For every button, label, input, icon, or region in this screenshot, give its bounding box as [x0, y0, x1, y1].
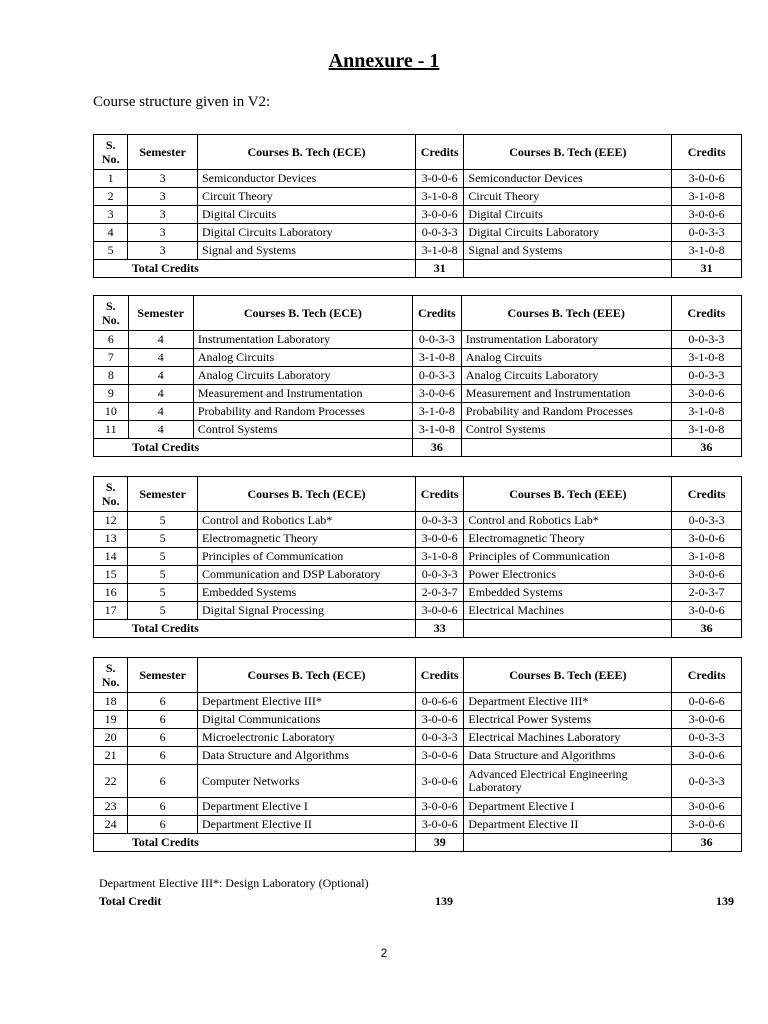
course-eee-cell: Electrical Machines: [464, 602, 672, 620]
header-semester: Semester: [128, 477, 198, 512]
semester-cell: 4: [128, 367, 193, 385]
credits-ece-cell: 3-0-0-6: [415, 798, 463, 816]
semester-cell: 4: [128, 385, 193, 403]
course-ece-cell: Microelectronic Laboratory: [197, 729, 415, 747]
semester-cell: 4: [128, 349, 193, 367]
course-table-1: [93, 134, 742, 278]
course-ece-cell: Data Structure and Algorithms: [197, 747, 415, 765]
grand-total-eee: 139: [716, 894, 734, 908]
semester-cell: 5: [128, 566, 198, 584]
course-eee-cell: Digital Circuits: [464, 206, 672, 224]
table-row: [94, 403, 742, 421]
total-credits-eee: 31: [672, 260, 742, 278]
course-eee-cell: Department Elective III*: [464, 693, 672, 711]
total-blank-eee-cell: [464, 834, 672, 852]
header-semester: Semester: [128, 658, 198, 693]
semester-cell: 5: [128, 530, 198, 548]
credits-ece-cell: 3-0-0-6: [415, 816, 463, 834]
header-courses-eee: Courses B. Tech (EEE): [461, 296, 671, 331]
credits-eee-cell: 3-0-0-6: [672, 602, 742, 620]
header-courses-ece: Courses B. Tech (ECE): [193, 296, 412, 331]
course-ece-cell: Control and Robotics Lab*: [197, 512, 415, 530]
sno-cell: 3: [94, 206, 128, 224]
sno-cell: 5: [94, 242, 128, 260]
credits-ece-cell: 3-1-0-8: [415, 188, 463, 206]
credits-eee-cell: 3-1-0-8: [672, 548, 742, 566]
course-ece-cell: Analog Circuits Laboratory: [193, 367, 412, 385]
header-credits-eee: Credits: [672, 658, 742, 693]
total-credits-row: [94, 439, 742, 457]
credits-eee-cell: 0-0-3-3: [672, 729, 742, 747]
course-ece-cell: Signal and Systems: [197, 242, 415, 260]
course-ece-cell: Embedded Systems: [197, 584, 415, 602]
total-credits-row: [94, 620, 742, 638]
course-eee-cell: Department Elective I: [464, 798, 672, 816]
credits-ece-cell: 0-0-3-3: [415, 566, 463, 584]
credits-ece-cell: 0-0-3-3: [412, 331, 461, 349]
semester-cell: 4: [128, 421, 193, 439]
semester-cell: 5: [128, 584, 198, 602]
course-eee-cell: Control and Robotics Lab*: [464, 512, 672, 530]
course-table-4: [93, 657, 742, 852]
credits-ece-cell: 3-0-0-6: [415, 206, 463, 224]
course-eee-cell: Analog Circuits Laboratory: [461, 367, 671, 385]
header-courses-eee: Courses B. Tech (EEE): [464, 477, 672, 512]
total-blank-eee-cell: [464, 620, 672, 638]
table-row: [94, 188, 742, 206]
credits-eee-cell: 3-0-0-6: [672, 711, 742, 729]
course-ece-cell: Measurement and Instrumentation: [193, 385, 412, 403]
course-eee-cell: Measurement and Instrumentation: [461, 385, 671, 403]
sno-cell: 10: [94, 403, 129, 421]
table-row: [94, 566, 742, 584]
course-table-2: [93, 295, 742, 457]
table-header-row: [94, 477, 742, 512]
credits-ece-cell: 3-0-0-6: [415, 711, 463, 729]
total-credits-eee: 36: [671, 439, 741, 457]
intro-text: Course structure given in V2:: [93, 94, 271, 110]
semester-cell: 6: [128, 816, 198, 834]
header-courses-ece: Courses B. Tech (ECE): [197, 135, 415, 170]
table-row: [94, 548, 742, 566]
total-credits-label: Total Credits: [128, 260, 416, 278]
credits-eee-cell: 3-0-0-6: [672, 798, 742, 816]
total-blank-cell: [94, 620, 128, 638]
total-credits-label: Total Credits: [128, 439, 412, 457]
course-eee-cell: Power Electronics: [464, 566, 672, 584]
semester-cell: 3: [128, 224, 198, 242]
sno-cell: 1: [94, 170, 128, 188]
credits-eee-cell: 0-0-3-3: [671, 331, 741, 349]
sno-cell: 8: [94, 367, 129, 385]
semester-cell: 3: [128, 242, 198, 260]
course-eee-cell: Instrumentation Laboratory: [461, 331, 671, 349]
total-credits-label: Total Credits: [128, 620, 416, 638]
grand-total-ece: 139: [435, 894, 453, 908]
header-sno: S. No.: [94, 296, 129, 331]
header-sno: S. No.: [94, 658, 128, 693]
course-eee-cell: Data Structure and Algorithms: [464, 747, 672, 765]
credits-eee-cell: 3-1-0-8: [672, 242, 742, 260]
credits-ece-cell: 3-0-0-6: [415, 765, 463, 798]
credits-eee-cell: 0-0-3-3: [672, 512, 742, 530]
credits-ece-cell: 0-0-3-3: [415, 512, 463, 530]
sno-cell: 7: [94, 349, 129, 367]
page-number: 2: [380, 946, 388, 960]
table-row: [94, 693, 742, 711]
credits-ece-cell: 0-0-3-3: [415, 729, 463, 747]
table-row: [94, 602, 742, 620]
total-credits-ece: 33: [415, 620, 463, 638]
course-eee-cell: Semiconductor Devices: [464, 170, 672, 188]
course-eee-cell: Embedded Systems: [464, 584, 672, 602]
total-credits-ece: 39: [415, 834, 463, 852]
credits-ece-cell: 3-1-0-8: [412, 349, 461, 367]
credits-ece-cell: 3-0-0-6: [415, 602, 463, 620]
sno-cell: 21: [94, 747, 128, 765]
credits-ece-cell: 0-0-3-3: [412, 367, 461, 385]
table-row: [94, 349, 742, 367]
header-credits-ece: Credits: [415, 658, 463, 693]
total-blank-cell: [94, 439, 129, 457]
header-courses-eee: Courses B. Tech (EEE): [464, 135, 672, 170]
course-eee-cell: Analog Circuits: [461, 349, 671, 367]
credits-eee-cell: 3-0-0-6: [672, 747, 742, 765]
credits-eee-cell: 3-1-0-8: [672, 188, 742, 206]
sno-cell: 2: [94, 188, 128, 206]
semester-cell: 5: [128, 602, 198, 620]
header-credits-eee: Credits: [672, 477, 742, 512]
course-ece-cell: Department Elective I: [197, 798, 415, 816]
sno-cell: 14: [94, 548, 128, 566]
semester-cell: 5: [128, 512, 198, 530]
credits-ece-cell: 3-0-0-6: [415, 747, 463, 765]
credits-eee-cell: 3-1-0-8: [671, 421, 741, 439]
semester-cell: 5: [128, 548, 198, 566]
course-eee-cell: Signal and Systems: [464, 242, 672, 260]
credits-eee-cell: 3-0-0-6: [672, 206, 742, 224]
sno-cell: 17: [94, 602, 128, 620]
course-ece-cell: Digital Circuits Laboratory: [197, 224, 415, 242]
sno-cell: 13: [94, 530, 128, 548]
header-credits-ece: Credits: [412, 296, 461, 331]
course-ece-cell: Circuit Theory: [197, 188, 415, 206]
sno-cell: 11: [94, 421, 129, 439]
header-credits-ece: Credits: [415, 135, 463, 170]
header-courses-ece: Courses B. Tech (ECE): [197, 658, 415, 693]
total-credits-label: Total Credits: [128, 834, 416, 852]
total-credits-row: [94, 834, 742, 852]
credits-eee-cell: 0-0-3-3: [672, 765, 742, 798]
semester-cell: 6: [128, 747, 198, 765]
course-ece-cell: Communication and DSP Laboratory: [197, 566, 415, 584]
credits-ece-cell: 3-0-0-6: [412, 385, 461, 403]
semester-cell: 4: [128, 331, 193, 349]
sno-cell: 4: [94, 224, 128, 242]
grand-total-label: Total Credit: [99, 894, 162, 908]
table-row: [94, 765, 742, 798]
elective-footnote: Department Elective III*: Design Laboratory (Optional): [99, 876, 369, 890]
credits-ece-cell: 3-1-0-8: [415, 242, 463, 260]
credits-eee-cell: 3-0-0-6: [671, 385, 741, 403]
credits-ece-cell: 0-0-3-3: [415, 224, 463, 242]
total-credits-eee: 36: [672, 834, 742, 852]
header-semester: Semester: [128, 296, 193, 331]
table-row: [94, 224, 742, 242]
table-row: [94, 206, 742, 224]
sno-cell: 20: [94, 729, 128, 747]
course-eee-cell: Advanced Electrical Engineering Laboratory: [464, 765, 672, 798]
table-row: [94, 421, 742, 439]
semester-cell: 6: [128, 765, 198, 798]
credits-ece-cell: 0-0-6-6: [415, 693, 463, 711]
total-credits-ece: 31: [415, 260, 463, 278]
course-eee-cell: Circuit Theory: [464, 188, 672, 206]
course-ece-cell: Computer Networks: [197, 765, 415, 798]
course-eee-cell: Probability and Random Processes: [461, 403, 671, 421]
header-sno: S. No.: [94, 477, 128, 512]
total-credits-eee: 36: [672, 620, 742, 638]
table-row: [94, 385, 742, 403]
semester-cell: 6: [128, 798, 198, 816]
credits-eee-cell: 3-1-0-8: [671, 403, 741, 421]
course-ece-cell: Department Elective III*: [197, 693, 415, 711]
course-ece-cell: Department Elective II: [197, 816, 415, 834]
header-semester: Semester: [128, 135, 198, 170]
table-row: [94, 798, 742, 816]
page-title: Annexure - 1: [328, 50, 440, 72]
sno-cell: 19: [94, 711, 128, 729]
course-eee-cell: Electromagnetic Theory: [464, 530, 672, 548]
course-eee-cell: Electrical Power Systems: [464, 711, 672, 729]
sno-cell: 16: [94, 584, 128, 602]
sno-cell: 18: [94, 693, 128, 711]
table-row: [94, 729, 742, 747]
credits-ece-cell: 3-1-0-8: [412, 403, 461, 421]
credits-eee-cell: 0-0-3-3: [672, 224, 742, 242]
semester-cell: 6: [128, 729, 198, 747]
course-ece-cell: Probability and Random Processes: [193, 403, 412, 421]
table-header-row: [94, 296, 742, 331]
table-row: [94, 711, 742, 729]
sno-cell: 6: [94, 331, 129, 349]
credits-eee-cell: 3-0-0-6: [672, 170, 742, 188]
table-row: [94, 530, 742, 548]
sno-cell: 15: [94, 566, 128, 584]
credits-eee-cell: 3-0-0-6: [672, 566, 742, 584]
sno-cell: 12: [94, 512, 128, 530]
semester-cell: 3: [128, 206, 198, 224]
course-eee-cell: Department Elective II: [464, 816, 672, 834]
total-blank-cell: [94, 834, 128, 852]
sno-cell: 24: [94, 816, 128, 834]
total-blank-cell: [94, 260, 128, 278]
semester-cell: 4: [128, 403, 193, 421]
course-ece-cell: Digital Communications: [197, 711, 415, 729]
credits-ece-cell: 3-0-0-6: [415, 530, 463, 548]
header-sno: S. No.: [94, 135, 128, 170]
header-credits-eee: Credits: [672, 135, 742, 170]
sno-cell: 22: [94, 765, 128, 798]
total-credits-ece: 36: [412, 439, 461, 457]
table-row: [94, 331, 742, 349]
course-table-3: [93, 476, 742, 638]
course-ece-cell: Semiconductor Devices: [197, 170, 415, 188]
course-ece-cell: Digital Circuits: [197, 206, 415, 224]
course-ece-cell: Control Systems: [193, 421, 412, 439]
course-eee-cell: Electrical Machines Laboratory: [464, 729, 672, 747]
course-ece-cell: Electromagnetic Theory: [197, 530, 415, 548]
credits-eee-cell: 3-1-0-8: [671, 349, 741, 367]
table-row: [94, 747, 742, 765]
course-ece-cell: Digital Signal Processing: [197, 602, 415, 620]
course-eee-cell: Control Systems: [461, 421, 671, 439]
course-ece-cell: Analog Circuits: [193, 349, 412, 367]
semester-cell: 3: [128, 170, 198, 188]
total-blank-eee-cell: [464, 260, 672, 278]
credits-ece-cell: 3-1-0-8: [412, 421, 461, 439]
course-ece-cell: Instrumentation Laboratory: [193, 331, 412, 349]
semester-cell: 6: [128, 693, 198, 711]
header-credits-eee: Credits: [671, 296, 741, 331]
table-header-row: [94, 658, 742, 693]
credits-eee-cell: 3-0-0-6: [672, 816, 742, 834]
total-blank-eee-cell: [461, 439, 671, 457]
total-credits-row: [94, 260, 742, 278]
credits-eee-cell: 0-0-3-3: [671, 367, 741, 385]
table-row: [94, 170, 742, 188]
header-courses-ece: Courses B. Tech (ECE): [197, 477, 415, 512]
course-ece-cell: Principles of Communication: [197, 548, 415, 566]
credits-ece-cell: 3-1-0-8: [415, 548, 463, 566]
header-credits-ece: Credits: [415, 477, 463, 512]
header-courses-eee: Courses B. Tech (EEE): [464, 658, 672, 693]
sno-cell: 9: [94, 385, 129, 403]
course-eee-cell: Principles of Communication: [464, 548, 672, 566]
semester-cell: 6: [128, 711, 198, 729]
course-eee-cell: Digital Circuits Laboratory: [464, 224, 672, 242]
table-header-row: [94, 135, 742, 170]
table-row: [94, 816, 742, 834]
table-row: [94, 584, 742, 602]
credits-ece-cell: 3-0-0-6: [415, 170, 463, 188]
credits-eee-cell: 2-0-3-7: [672, 584, 742, 602]
table-row: [94, 367, 742, 385]
credits-eee-cell: 0-0-6-6: [672, 693, 742, 711]
table-row: [94, 512, 742, 530]
semester-cell: 3: [128, 188, 198, 206]
credits-ece-cell: 2-0-3-7: [415, 584, 463, 602]
table-row: [94, 242, 742, 260]
sno-cell: 23: [94, 798, 128, 816]
credits-eee-cell: 3-0-0-6: [672, 530, 742, 548]
